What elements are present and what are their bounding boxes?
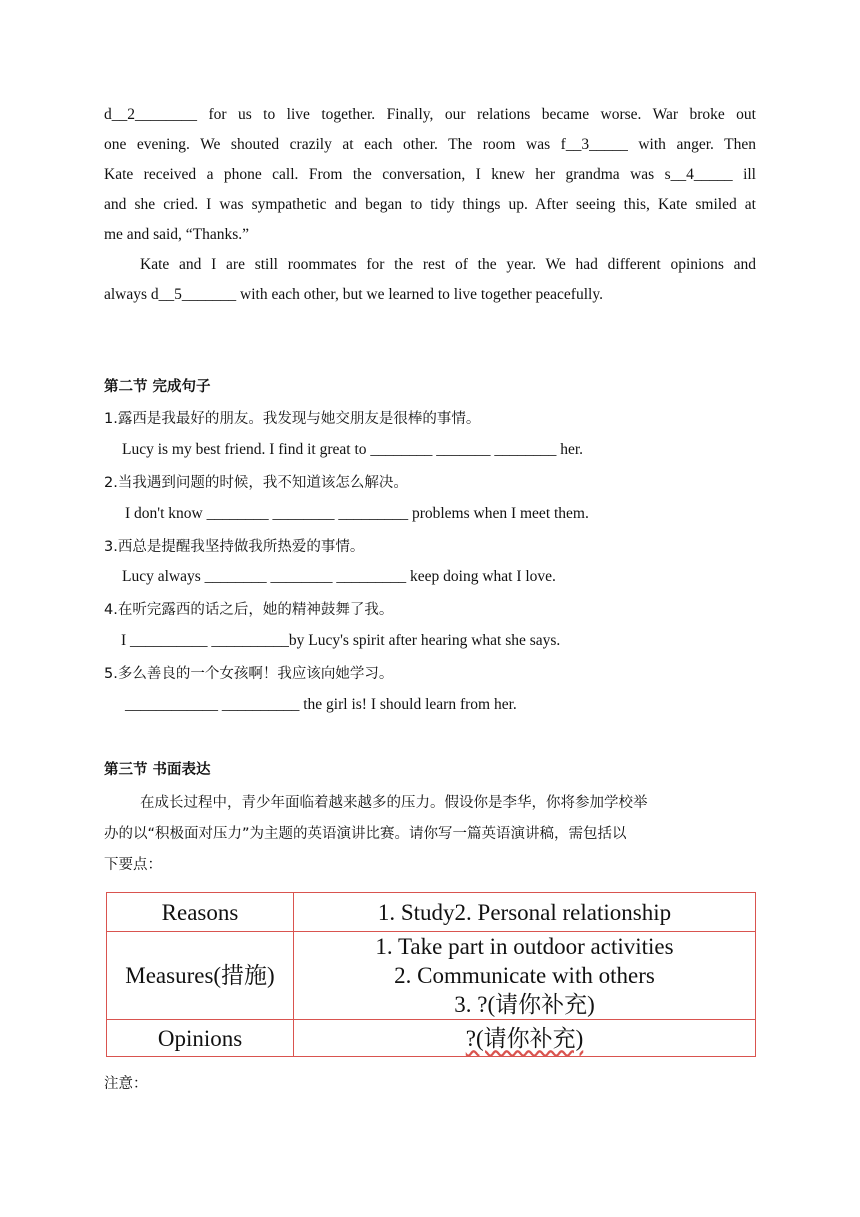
reasons-value: 1. Study2. Personal relationship	[294, 893, 756, 932]
passage-line: Kate and I are still roommates for the rest of the year. We had different opinions and	[140, 256, 756, 273]
instruction-line: 在成长过程中，青少年面临着越来越多的压力。假设你是李华，你将参加学校举	[140, 795, 648, 811]
requirements-table	[106, 892, 756, 1057]
measures-label: Measures(措施)	[107, 932, 294, 1020]
sentence-prompt-cn: 3.西总是提醒我坚持做我所热爱的事情。	[104, 539, 365, 555]
section-heading: 第二节 完成句子	[104, 379, 211, 395]
passage-line: me and said, “Thanks.”	[104, 226, 250, 243]
passage-line: one evening. We shouted crazily at each other. The room was f__3_____ with anger. Then	[104, 136, 756, 153]
measure-item: 3. ?(请你补充)	[454, 992, 595, 1017]
opinions-value	[294, 1020, 756, 1057]
opinions-label: Opinions	[107, 1020, 294, 1057]
table-row	[107, 1020, 756, 1057]
instruction-line: 办的以“积极面对压力”为主题的英语演讲比赛。请你写一篇英语演讲稿，需包括以	[104, 826, 627, 842]
passage-line: and she cried. I was sympathetic and began to tidy things up. After seeing this, Kate smiled at	[104, 196, 756, 213]
measures-value	[294, 932, 756, 1020]
sentence-prompt-en: I don't know ________ ________ _________ problems when I meet them.	[125, 505, 589, 522]
passage	[104, 100, 756, 310]
sentence-prompt-en: Lucy is my best friend. I find it great to ________ _______ ________ her.	[122, 441, 584, 458]
note-label: 注意：	[104, 1076, 148, 1092]
sentence-prompt-cn: 1.露西是我最好的朋友。我发现与她交朋友是很棒的事情。	[104, 411, 481, 427]
instruction-line: 下要点：	[104, 857, 162, 873]
sentence-prompt-cn: 2.当我遇到问题的时候，我不知道该怎么解决。	[104, 475, 408, 491]
reasons-label: Reasons	[107, 893, 294, 932]
passage-line: d__2________ for us to live together. Finally, our relations became worse. War broke out	[104, 106, 756, 123]
opinions-text: ?(请你补充)	[465, 1025, 584, 1051]
sentence-prompt-en: I __________ __________by Lucy's spirit after hearing what she says.	[121, 632, 561, 649]
section-heading: 第三节 书面表达	[104, 762, 211, 778]
table-row	[107, 893, 756, 932]
sentence-prompt-cn: 5.多么善良的一个女孩啊！我应该向她学习。	[104, 666, 394, 682]
measure-item: 2. Communicate with others	[394, 963, 655, 988]
sentence-prompt-cn: 4.在听完露西的话之后，她的精神鼓舞了我。	[104, 602, 394, 618]
table-row	[107, 932, 756, 1020]
sentence-prompt-en: Lucy always ________ ________ _________ keep doing what I love.	[122, 568, 556, 585]
essay-instructions	[104, 788, 756, 881]
sentence-prompt-en: ____________ __________ the girl is! I should learn from her.	[125, 696, 517, 713]
passage-line: always d__5_______ with each other, but we learned to live together peacefully.	[104, 286, 603, 303]
measure-item: 1. Take part in outdoor activities	[375, 934, 674, 959]
passage-line: Kate received a phone call. From the conversation, I knew her grandma was s__4_____ ill	[104, 166, 756, 183]
